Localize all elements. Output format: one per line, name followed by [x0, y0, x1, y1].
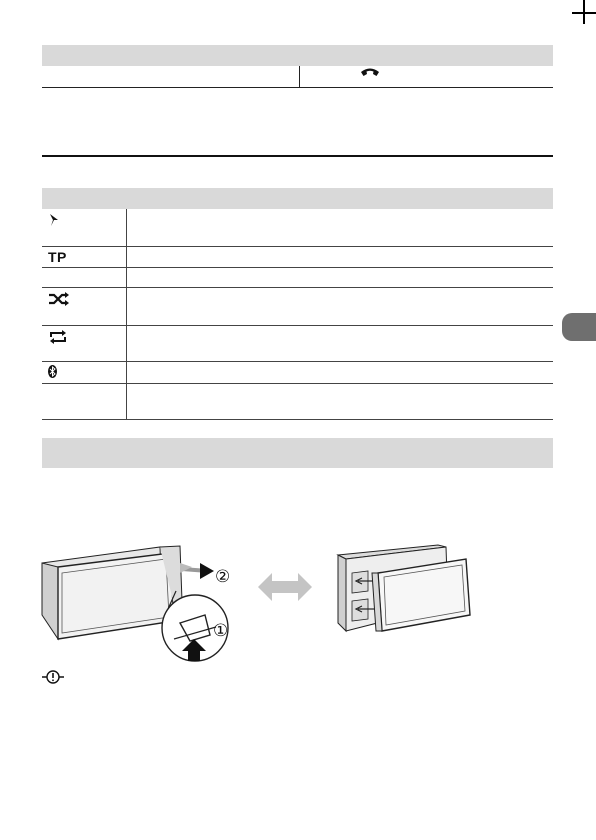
crop-mark — [572, 12, 596, 14]
shuffle-icon — [42, 288, 126, 311]
double-arrow-icon — [258, 571, 312, 603]
table-row — [42, 383, 553, 419]
front-panel-detach-illustration — [40, 543, 250, 663]
table-header-row — [42, 45, 553, 66]
table-row — [42, 267, 553, 287]
navigation-arrow-icon — [42, 209, 126, 232]
table-row — [42, 246, 553, 267]
step-2-label: ② — [215, 567, 231, 586]
table-row — [42, 209, 553, 246]
repeat-icon — [42, 326, 126, 349]
table-header-row — [42, 188, 553, 209]
table-row — [42, 66, 553, 88]
icon-table — [42, 188, 553, 420]
side-index-tab — [562, 313, 596, 341]
front-panel-attach-illustration — [328, 543, 474, 635]
table-row — [42, 361, 553, 383]
section-divider — [42, 155, 553, 157]
phone-handset-icon — [358, 69, 382, 86]
table-row — [42, 287, 553, 325]
bluetooth-icon — [42, 362, 126, 383]
important-icon — [42, 670, 64, 689]
section-heading-bar — [42, 438, 553, 468]
step-1-label: ① — [213, 621, 229, 640]
tp-indicator: TP — [48, 248, 67, 265]
table-row — [42, 325, 553, 361]
top-table — [42, 45, 553, 88]
